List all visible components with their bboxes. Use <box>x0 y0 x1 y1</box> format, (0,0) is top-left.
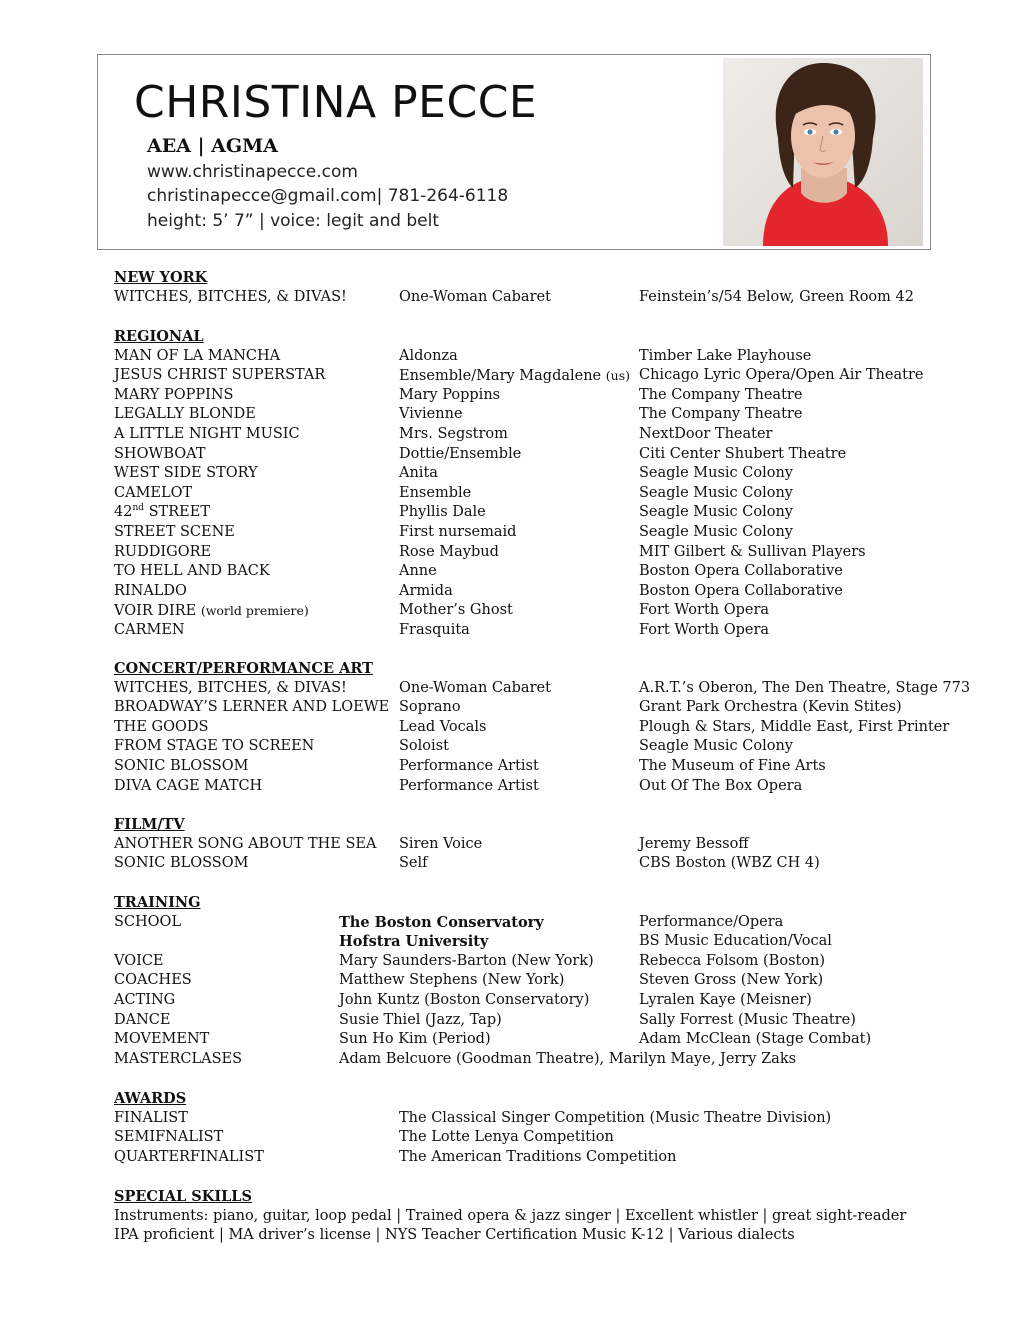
training-secondary: BS Music Education/Vocal <box>639 933 832 950</box>
credit-row <box>114 582 974 602</box>
role: Performance Artist <box>399 757 539 774</box>
credit-row <box>114 854 974 874</box>
show-title: TO HELL AND BACK <box>114 563 270 580</box>
credit-row <box>114 405 974 425</box>
venue: The Museum of Fine Arts <box>639 757 826 774</box>
role: Mother’s Ghost <box>399 602 513 619</box>
section-title-new-york: NEW YORK <box>114 269 208 286</box>
credit-row <box>114 523 974 543</box>
role: Dottie/Ensemble <box>399 445 522 462</box>
award-row <box>114 1128 974 1148</box>
role: Aldonza <box>399 347 458 364</box>
show-title: WITCHES, BITCHES, & DIVAS! <box>114 288 347 305</box>
credit-row <box>114 464 974 484</box>
credit-row <box>114 562 974 582</box>
training-category: MOVEMENT <box>114 1031 210 1048</box>
section-film-tv <box>114 815 974 874</box>
role: Vivienne <box>399 406 463 423</box>
show-title: LEGALLY BLONDE <box>114 406 256 423</box>
training-secondary: Lyralen Kaye (Meisner) <box>639 991 812 1008</box>
show-title: MARY POPPINS <box>114 386 234 403</box>
show-title-with-note <box>114 601 309 622</box>
skills-line: Instruments: piano, guitar, loop pedal | Trained opera & jazz singer | Excellent whistler | great sight-reader <box>114 1207 907 1224</box>
role-with-note <box>399 366 630 387</box>
venue: Grant Park Orchestra (Kevin Stites) <box>639 699 902 716</box>
show-title: ANOTHER SONG ABOUT THE SEA <box>114 835 377 852</box>
credit-row <box>114 445 974 465</box>
show-title: SHOWBOAT <box>114 445 206 462</box>
show-title: THE GOODS <box>114 718 209 735</box>
training-primary: Sun Ho Kim (Period) <box>339 1031 491 1048</box>
section-regional <box>114 327 974 641</box>
training-primary: Susie Thiel (Jazz, Tap) <box>339 1011 502 1028</box>
show-title: VOIR DIRE <box>114 603 197 620</box>
role: One-Woman Cabaret <box>399 288 551 305</box>
venue: The Company Theatre <box>639 406 803 423</box>
training-secondary: Rebecca Folsom (Boston) <box>639 952 826 969</box>
header-box <box>97 54 931 250</box>
training-row <box>114 1011 974 1031</box>
venue: Boston Opera Collaborative <box>639 563 843 580</box>
section-title-special-skills: SPECIAL SKILLS <box>114 1188 252 1205</box>
training-category: DANCE <box>114 1011 171 1028</box>
venue: Boston Opera Collaborative <box>639 582 843 599</box>
credit-row <box>114 386 974 406</box>
training-category: VOICE <box>114 952 164 969</box>
show-title-number: 42 <box>114 504 133 521</box>
training-row <box>114 991 974 1011</box>
section-training <box>114 893 974 1069</box>
section-title-film-tv: FILM/TV <box>114 816 185 833</box>
credit-row <box>114 425 974 445</box>
training-row <box>114 932 974 952</box>
award-level: QUARTERFINALIST <box>114 1148 264 1165</box>
credit-row <box>114 347 974 367</box>
website-link[interactable]: www.christinapecce.com <box>147 162 358 182</box>
training-row <box>114 1050 974 1070</box>
section-title-awards: AWARDS <box>114 1090 187 1107</box>
venue: Fort Worth Opera <box>639 602 770 619</box>
venue: Seagle Music Colony <box>639 504 793 521</box>
venue: Citi Center Shubert Theatre <box>639 445 847 462</box>
award-row <box>114 1109 974 1129</box>
training-primary: John Kuntz (Boston Conservatory) <box>339 991 590 1008</box>
section-title-training: TRAINING <box>114 894 201 911</box>
show-title: FROM STAGE TO SCREEN <box>114 738 315 755</box>
award-competition: The Lotte Lenya Competition <box>399 1129 614 1146</box>
venue: Seagle Music Colony <box>639 484 793 501</box>
credit-row <box>114 484 974 504</box>
show-note: (world premiere) <box>200 603 309 619</box>
training-primary: The Boston Conservatory <box>339 913 544 931</box>
venue: Timber Lake Playhouse <box>639 347 812 364</box>
credit-row <box>114 601 974 621</box>
height-voice-line: height: 5’ 7” | voice: legit and belt <box>147 211 440 231</box>
training-secondary: Steven Gross (New York) <box>639 972 824 989</box>
award-level: SEMIFNALIST <box>114 1129 224 1146</box>
role: Phyllis Dale <box>399 504 486 521</box>
venue: Chicago Lyric Opera/Open Air Theatre <box>639 367 924 384</box>
credit-row <box>114 835 974 855</box>
training-secondary: Adam McClean (Stage Combat) <box>639 1031 872 1048</box>
role: Mary Poppins <box>399 386 501 403</box>
credit-row <box>114 757 974 777</box>
credit-row <box>114 503 974 523</box>
venue: MIT Gilbert & Sullivan Players <box>639 543 866 560</box>
role: Anita <box>399 465 438 482</box>
training-row <box>114 952 974 972</box>
credit-row <box>114 698 974 718</box>
credit-row <box>114 679 974 699</box>
show-title: WEST SIDE STORY <box>114 465 258 482</box>
venue: Seagle Music Colony <box>639 523 793 540</box>
show-title: DIVA CAGE MATCH <box>114 777 263 794</box>
show-title: SONIC BLOSSOM <box>114 757 249 774</box>
training-row <box>114 1030 974 1050</box>
role: Soloist <box>399 738 449 755</box>
award-competition: The American Traditions Competition <box>399 1148 677 1165</box>
show-title-ordinal: nd <box>132 503 145 514</box>
section-awards <box>114 1089 974 1167</box>
show-title: CARMEN <box>114 621 185 638</box>
role: Lead Vocals <box>399 718 487 735</box>
role: Frasquita <box>399 621 470 638</box>
credit-row <box>114 737 974 757</box>
credit-row <box>114 366 974 386</box>
training-primary: Matthew Stephens (New York) <box>339 972 565 989</box>
role: Rose Maybud <box>399 543 499 560</box>
credit-row <box>114 777 974 797</box>
role: Siren Voice <box>399 835 483 852</box>
venue: Seagle Music Colony <box>639 465 793 482</box>
award-competition: The Classical Singer Competition (Music Theatre Division) <box>399 1109 832 1126</box>
venue: Feinstein’s/54 Below, Green Room 42 <box>639 288 914 305</box>
section-title-regional: REGIONAL <box>114 328 204 345</box>
show-title: WITCHES, BITCHES, & DIVAS! <box>114 679 347 696</box>
award-row <box>114 1148 974 1168</box>
training-row <box>114 971 974 991</box>
role: Mrs. Segstrom <box>399 425 508 442</box>
role: Self <box>399 855 428 872</box>
show-title: SONIC BLOSSOM <box>114 855 249 872</box>
venue: NextDoor Theater <box>639 425 773 442</box>
credit-row <box>114 621 974 641</box>
venue: Out Of The Box Opera <box>639 777 803 794</box>
credit-row <box>114 718 974 738</box>
show-title: STREET SCENE <box>114 523 235 540</box>
venue: Fort Worth Opera <box>639 621 770 638</box>
show-title: A LITTLE NIGHT MUSIC <box>114 425 300 442</box>
contact-line[interactable]: christinapecce@gmail.com| 781-264-6118 <box>147 186 509 206</box>
role: Performance Artist <box>399 777 539 794</box>
role: One-Woman Cabaret <box>399 679 551 696</box>
section-title-concert: CONCERT/PERFORMANCE ART <box>114 660 373 677</box>
section-new-york <box>114 268 974 307</box>
venue: Jeremy Bessoff <box>639 835 749 852</box>
role: Ensemble/Mary Magdalene <box>399 368 602 385</box>
training-secondary: Performance/Opera <box>639 913 784 930</box>
show-title: JESUS CHRIST SUPERSTAR <box>114 367 326 384</box>
training-primary: Mary Saunders-Barton (New York) <box>339 952 594 969</box>
venue: The Company Theatre <box>639 386 803 403</box>
show-title: CAMELOT <box>114 484 193 501</box>
venue: CBS Boston (WBZ CH 4) <box>639 855 820 872</box>
section-concert <box>114 659 974 796</box>
show-title: MAN OF LA MANCHA <box>114 347 281 364</box>
performer-name: CHRISTINA PECCE <box>134 77 538 128</box>
venue: Seagle Music Colony <box>639 738 793 755</box>
award-level: FINALIST <box>114 1109 188 1126</box>
credit-row <box>114 543 974 563</box>
role-note: (us) <box>605 368 630 384</box>
skills-line: IPA proficient | MA driver’s license | NYS Teacher Certification Music K-12 | Various dialects <box>114 1227 795 1244</box>
section-special-skills <box>114 1187 974 1246</box>
role: Armida <box>399 582 453 599</box>
training-category: COACHES <box>114 972 192 989</box>
role: Ensemble <box>399 484 472 501</box>
training-category: MASTERCLASES <box>114 1050 243 1067</box>
training-category: ACTING <box>114 991 176 1008</box>
credit-row <box>114 288 974 308</box>
role: Soprano <box>399 699 461 716</box>
role: Anne <box>399 563 437 580</box>
training-category: SCHOOL <box>114 913 182 930</box>
training-primary: Adam Belcuore (Goodman Theatre), Marilyn Maye, Jerry Zaks <box>339 1050 797 1067</box>
venue: A.R.T.’s Oberon, The Den Theatre, Stage 773 <box>639 679 971 696</box>
show-title-rest: STREET <box>144 504 210 521</box>
training-row <box>114 913 974 933</box>
union-affiliations: AEA | AGMA <box>147 135 278 157</box>
show-title <box>114 503 210 523</box>
show-title: BROADWAY’S LERNER AND LOEWE <box>114 699 390 716</box>
training-primary: Hofstra University <box>339 933 489 951</box>
headshot-photo <box>723 58 923 246</box>
venue: Plough & Stars, Middle East, First Printer <box>639 718 950 735</box>
training-secondary: Sally Forrest (Music Theatre) <box>639 1011 856 1028</box>
show-title: RUDDIGORE <box>114 543 212 560</box>
show-title: RINALDO <box>114 582 187 599</box>
role: First nursemaid <box>399 523 517 540</box>
